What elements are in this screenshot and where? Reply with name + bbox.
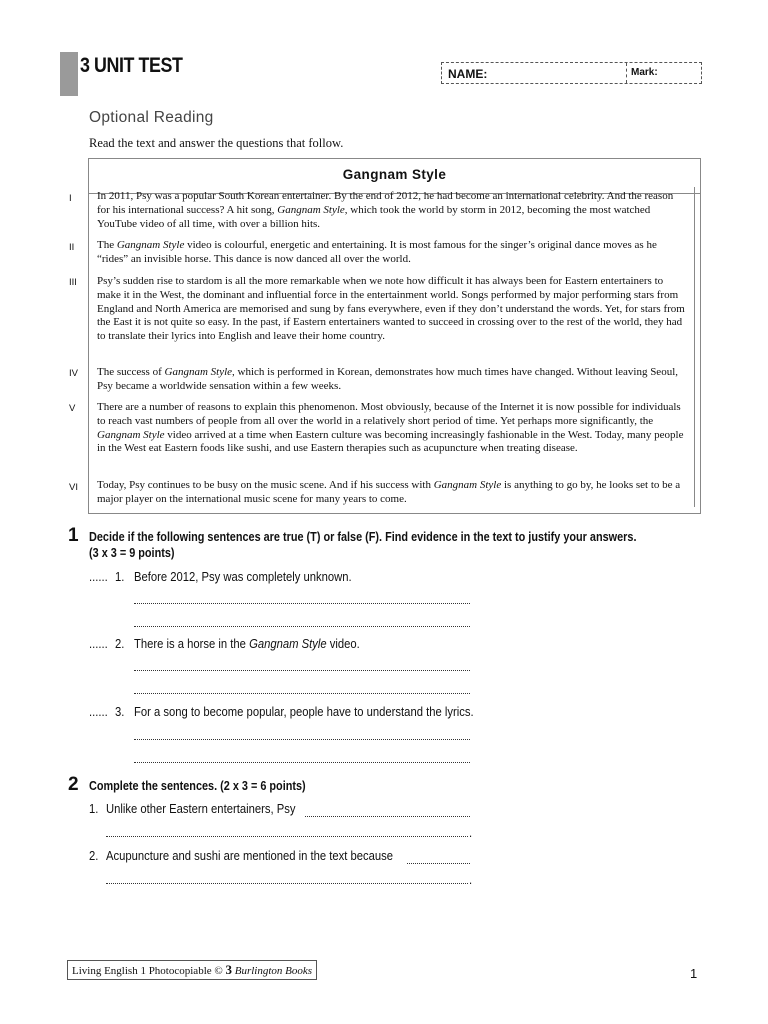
reading-right-rule [694,187,695,507]
q2-item-number: 1. [89,802,99,816]
reading-title: Gangnam Style [342,167,447,182]
name-label: NAME: [448,67,488,81]
paragraph-4: The success of Gangnam Style, which is performed in Korean, demonstrates how much times have changed. Without leaving Seoul, Psy became a worldwide sensation within a few weeks. [97,366,678,392]
footer-credit: Living English 1 Photocopiable © 3 Burlington Books [67,960,317,980]
section-title: Optional Reading [89,109,214,126]
unit-title: 3 UNIT TEST [80,54,183,77]
answer-blank[interactable]: ...... [89,637,108,651]
question-2-number: 2 [68,774,79,795]
publisher-logo-mark: 3 [225,962,232,977]
paragraph-number: VI [69,482,78,493]
q1-item-2-text: There is a horse in the Gangnam Style video. [134,637,360,651]
answer-line[interactable] [305,816,470,817]
paragraph-2: The Gangnam Style video is colourful, energetic and entertaining. It is most famous for the singer’s original dance moves as he “rides” an invisible horse. This dance is now danced all over the world. [97,239,657,265]
paragraph-number: I [69,193,72,204]
q2-item-2-text: Acupuncture and sushi are mentioned in the text because [106,849,394,863]
mark-label: Mark: [631,67,658,78]
paragraph-3: Psy’s sudden rise to stardom is all the more remarkable when we note how difficult it has always been for Eastern entertainers to make it in the West, the dominant and influential force in the entertainment world. Songs performed by major performing stars from England and North America are memorised and sung by fans everywhere, even if they don’t understand the words. Yet, for stars from the East it is not quite so easy. In the past, if Eastern entertainers wanted to succeed in crossing over to the rest of the world, they had to translate their lyrics into English and leave their home country. [97,275,685,343]
answer-line[interactable] [407,863,470,864]
sentence-end-mark: . [469,873,473,887]
question-1-points: (3 x 3 = 9 points) [89,546,175,560]
paragraph-number: II [69,242,75,253]
q2-item-1-text: Unlike other Eastern entertainers, Psy [106,802,296,816]
q1-item-number: 3. [115,705,125,719]
answer-line[interactable] [134,626,470,627]
answer-line[interactable] [134,762,470,763]
paragraph-6: Today, Psy continues to be busy on the music scene. And if his success with Gangnam Style is anything to go by, he looks set to be a major player on the international music scene for many years to come. [97,479,681,505]
reading-instructions: Read the text and answer the questions that follow. [89,136,344,150]
answer-blank[interactable]: ...... [89,570,108,584]
unit-header-bar [60,52,78,96]
q1-item-number: 1. [115,570,125,584]
page-number: 1 [690,966,698,981]
question-1-instruction: Decide if the following sentences are true (T) or false (F). Find evidence in the text to justify your answers. [89,530,637,544]
q1-item-number: 2. [115,637,125,651]
paragraph-number: IV [69,368,78,379]
sentence-end-mark: . [469,826,473,840]
question-1-number: 1 [68,525,79,546]
answer-blank[interactable]: ...... [89,705,108,719]
name-mark-box [441,62,702,84]
q1-item-3-text: For a song to become popular, people have to understand the lyrics. [134,705,474,719]
question-2-instruction: Complete the sentences. (2 x 3 = 6 points) [89,779,306,793]
q2-item-number: 2. [89,849,99,863]
paragraph-number: V [69,403,76,414]
answer-line[interactable] [134,739,470,740]
answer-line[interactable] [134,693,470,694]
paragraph-number: III [69,277,77,288]
q1-item-1-text: Before 2012, Psy was completely unknown. [134,570,352,584]
answer-line[interactable] [106,883,468,884]
answer-line[interactable] [134,670,470,671]
paragraph-5: There are a number of reasons to explain this phenomenon. Most obviously, because of the Internet it is now possible for individuals to reach vast numbers of people from all over the world in a relatively short period of time. Yet perhaps more significantly, the Gangnam Style video arrived at a time when Eastern culture was becoming increasingly fashionable in the West. Today, many people in the West eat Eastern foods like sushi, and use Eastern therapies such as acupuncture when treating disease. [97,401,684,455]
answer-line[interactable] [106,836,468,837]
answer-line[interactable] [134,603,470,604]
paragraph-1: In 2011, Psy was a popular South Korean entertainer. By the end of 2012, he had become an international celebrity. And the reason for his international success? A hit song, Gangnam Style, which took the world by storm in 2012, becoming the most watched YouTube video of all time, with over a billion hits. [97,190,674,230]
